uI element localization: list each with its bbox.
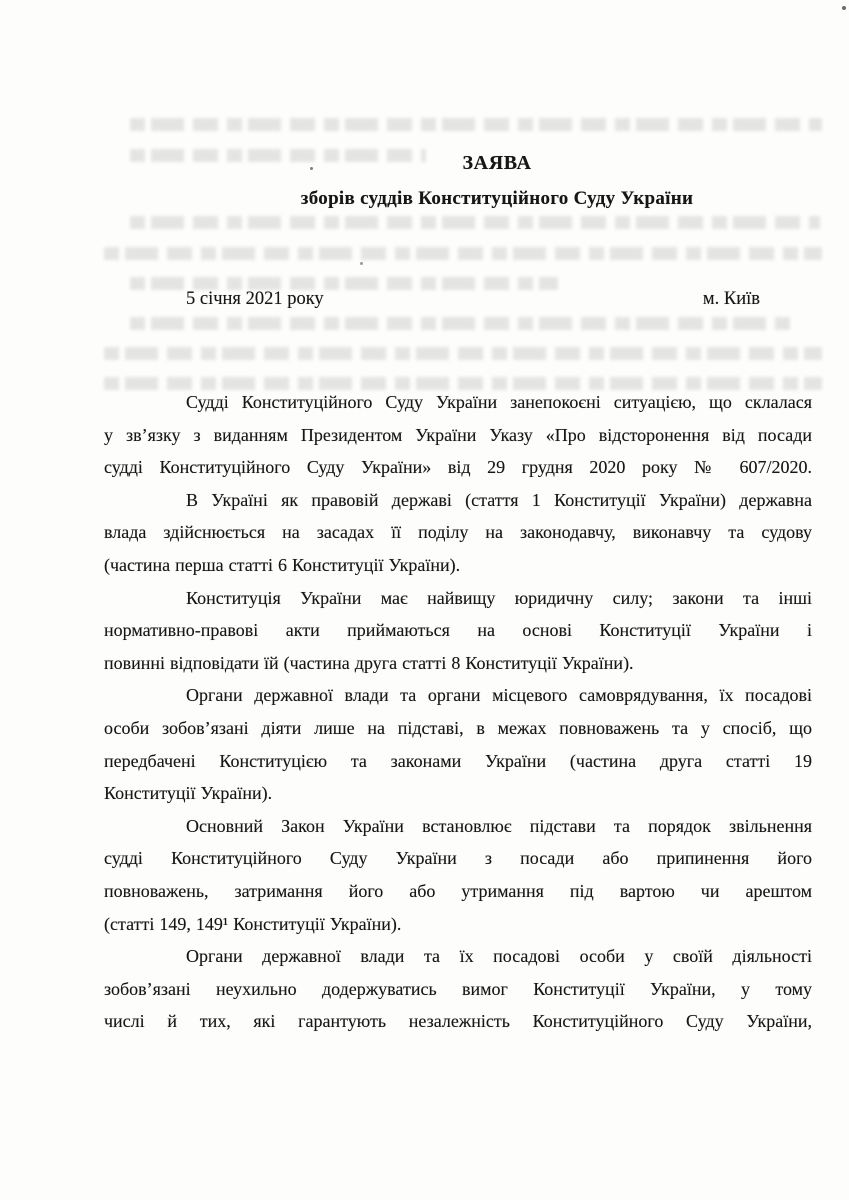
text-line: нормативно-правові акти приймаються на основі Конституції України і xyxy=(104,620,812,641)
bleedthrough-line xyxy=(104,247,822,260)
document-place: м. Київ xyxy=(702,289,760,309)
text-line: (частина перша статті 6 Конституції України). xyxy=(104,554,461,575)
text-line: зобов’язані неухильно додержуватись вимог Конституції України, у тому xyxy=(104,978,812,999)
text-line: Судді Конституційного Суду України занепокоєні ситуацією, що склалася xyxy=(186,392,812,412)
text-line: особи зобов’язані діяти лише на підставі, в межах повноважень та у спосіб, що xyxy=(104,717,812,738)
text-line: В Україні як правовій державі (стаття 1 Конституції України) державна xyxy=(186,489,812,510)
text-line: повинні відповідати їй (частина друга статті 8 Конституції України). xyxy=(104,652,634,673)
date-place-row xyxy=(104,287,812,311)
scan-speck xyxy=(360,262,363,265)
scan-speck xyxy=(842,6,846,10)
document-date: 5 січня 2021 року xyxy=(186,289,324,309)
text-line: Органи державної влади та органи місцевого самоврядування, їх посадові xyxy=(186,685,812,706)
text-line: (статті 149, 149¹ Конституції України). xyxy=(104,913,402,934)
document-subtitle: зборів суддів Конституційного Суду України xyxy=(300,188,694,209)
document-body xyxy=(104,386,812,1038)
document-title: ЗАЯВА xyxy=(462,152,532,174)
text-line: повноважень, затримання його або утримання під вартою чи арештом xyxy=(104,880,812,901)
text-line: Конституція України має найвищу юридичну силу; закони та інші xyxy=(186,587,812,608)
text-line: судді Конституційного Суду України з посади або припинення його xyxy=(104,848,812,869)
bleedthrough-line xyxy=(130,216,820,229)
text-line: Конституції України). xyxy=(104,783,273,804)
bleedthrough-line xyxy=(130,118,822,131)
text-line: судді Конституційного Суду України» від 29 грудня 2020 року № 607/2020. xyxy=(104,457,812,478)
bleedthrough-line xyxy=(104,347,822,360)
text-line: влада здійснюється на засадах її поділу на законодавчу, виконавчу та судову xyxy=(104,522,812,543)
text-line: у зв’язку з виданням Президентом України Указу «Про відсторонення від посади xyxy=(104,424,812,445)
text-line: передбачені Конституцією та законами України (частина друга статті 19 xyxy=(104,750,812,771)
bleedthrough-line xyxy=(130,317,790,330)
text-line: числі й тих, які гарантують незалежність Конституційного Суду України, xyxy=(104,1011,812,1032)
text-line: Основний Закон України встановлює підстави та порядок звільнення xyxy=(186,815,812,836)
text-line: Органи державної влади та їх посадові особи у своїй діяльності xyxy=(186,946,812,967)
